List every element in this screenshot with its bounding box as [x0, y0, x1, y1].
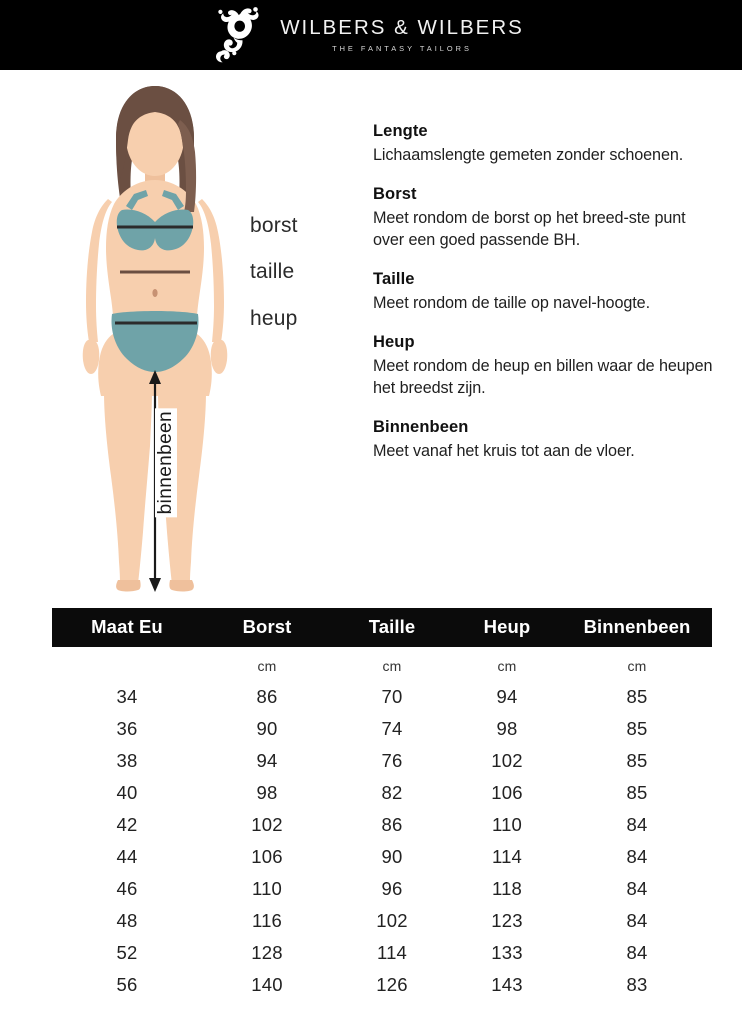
cell-hip: 118	[491, 878, 523, 899]
cell-waist: 86	[381, 814, 403, 835]
cell-size: 34	[116, 686, 138, 707]
cell-size: 40	[116, 782, 138, 803]
header-cell-size: Maat Eu	[52, 608, 202, 647]
cell-bust: 128	[251, 942, 283, 963]
cell-hip: 114	[491, 846, 523, 867]
unit-cell-bust: cm	[257, 658, 277, 674]
label-waist: taille	[250, 260, 295, 283]
cell-bust: 98	[256, 782, 278, 803]
table-row	[52, 745, 712, 777]
cell-size: 56	[116, 974, 138, 995]
cell-size: 36	[116, 718, 138, 739]
instruction-text: Meet rondom de heup en billen waar de heupen het breedst zijn.	[373, 357, 713, 398]
cell-hip: 102	[491, 750, 523, 771]
jester-harlequin-icon	[210, 7, 270, 63]
cell-hip: 123	[491, 910, 523, 931]
body-measurement-illustration	[60, 80, 360, 600]
header-cell-inseam: Binnenbeen	[562, 608, 712, 647]
cell-bust: 116	[251, 910, 283, 931]
table-row	[52, 905, 712, 937]
cell-inseam: 84	[626, 846, 648, 867]
cell-inseam: 85	[626, 750, 648, 771]
cell-inseam: 85	[626, 782, 648, 803]
cell-hip: 133	[491, 942, 523, 963]
cell-bust: 102	[251, 814, 283, 835]
cell-bust: 90	[256, 718, 278, 739]
instruction-text: Meet rondom de borst op het breed-ste punt over een goed passende BH.	[373, 209, 686, 250]
unit-cell-hip: cm	[497, 658, 517, 674]
instruction-text: Meet rondom de taille op navel-hoogte.	[373, 294, 650, 313]
cell-bust: 86	[256, 686, 278, 707]
cell-waist: 90	[381, 846, 403, 867]
label-bust: borst	[250, 214, 298, 237]
cell-bust: 140	[251, 974, 283, 995]
units-row	[52, 647, 712, 681]
cell-waist: 114	[376, 942, 408, 963]
table-row	[52, 681, 712, 713]
cell-waist: 126	[376, 974, 408, 995]
instruction-heading: Heup	[373, 333, 415, 352]
cell-inseam: 84	[626, 910, 648, 931]
unit-cell-size	[52, 647, 202, 681]
table-row	[52, 809, 712, 841]
cell-size: 42	[116, 814, 138, 835]
cell-size: 44	[116, 846, 138, 867]
cell-bust: 110	[251, 878, 283, 899]
cell-hip: 110	[491, 814, 523, 835]
instruction-heading: Borst	[373, 185, 417, 204]
cell-bust: 106	[251, 846, 283, 867]
instruction-block	[373, 122, 718, 166]
cell-inseam: 84	[626, 814, 648, 835]
cell-size: 38	[116, 750, 138, 771]
header-cell-waist: Taille	[332, 608, 452, 647]
measurement-instructions	[373, 122, 718, 462]
label-inseam: binnenbeen	[155, 408, 177, 517]
instruction-block	[373, 185, 718, 251]
instruction-heading: Lengte	[373, 122, 428, 140]
brand-header	[0, 0, 742, 70]
cell-waist: 82	[381, 782, 403, 803]
brand-wordmark	[280, 18, 524, 52]
cell-size: 52	[116, 942, 138, 963]
label-hip: heup	[250, 307, 298, 330]
cell-size: 48	[116, 910, 138, 931]
table-row	[52, 777, 712, 809]
instruction-block	[373, 418, 718, 462]
instruction-heading: Binnenbeen	[373, 418, 469, 437]
cell-waist: 102	[376, 910, 408, 931]
figure-labels	[60, 80, 360, 600]
cell-inseam: 84	[626, 878, 648, 899]
instruction-block	[373, 333, 718, 399]
unit-cell-inseam: cm	[627, 658, 647, 674]
logo	[210, 7, 524, 63]
cell-inseam: 84	[626, 942, 648, 963]
brand-name: WILBERS & WILBERS	[280, 16, 524, 40]
brand-tagline: THE FANTASY TAILORS	[332, 43, 472, 53]
instruction-heading: Taille	[373, 270, 415, 289]
header-cell-hip: Heup	[452, 608, 562, 647]
cell-waist: 70	[381, 686, 403, 707]
cell-waist: 74	[381, 718, 403, 739]
cell-inseam: 83	[626, 974, 648, 995]
cell-waist: 96	[381, 878, 403, 899]
header-cell-bust: Borst	[202, 608, 332, 647]
instruction-text: Lichaamslengte gemeten zonder schoenen.	[373, 146, 684, 164]
cell-waist: 76	[381, 750, 403, 771]
table-row	[52, 969, 712, 1001]
instruction-block	[373, 270, 718, 314]
instruction-text: Meet vanaf het kruis tot aan de vloer.	[373, 442, 635, 461]
cell-inseam: 85	[626, 686, 648, 707]
cell-size: 46	[116, 878, 138, 899]
size-table-container	[52, 608, 712, 1001]
size-table	[52, 608, 712, 1001]
table-row	[52, 841, 712, 873]
cell-bust: 94	[256, 750, 278, 771]
table-row	[52, 873, 712, 905]
table-row	[52, 713, 712, 745]
cell-hip: 143	[491, 974, 523, 995]
cell-hip: 94	[496, 686, 518, 707]
table-row	[52, 937, 712, 969]
cell-hip: 98	[496, 718, 518, 739]
header-row	[52, 608, 712, 647]
cell-inseam: 85	[626, 718, 648, 739]
unit-cell-waist: cm	[382, 658, 402, 674]
cell-hip: 106	[491, 782, 523, 803]
size-table-body	[52, 647, 712, 1001]
size-table-header	[52, 608, 712, 647]
